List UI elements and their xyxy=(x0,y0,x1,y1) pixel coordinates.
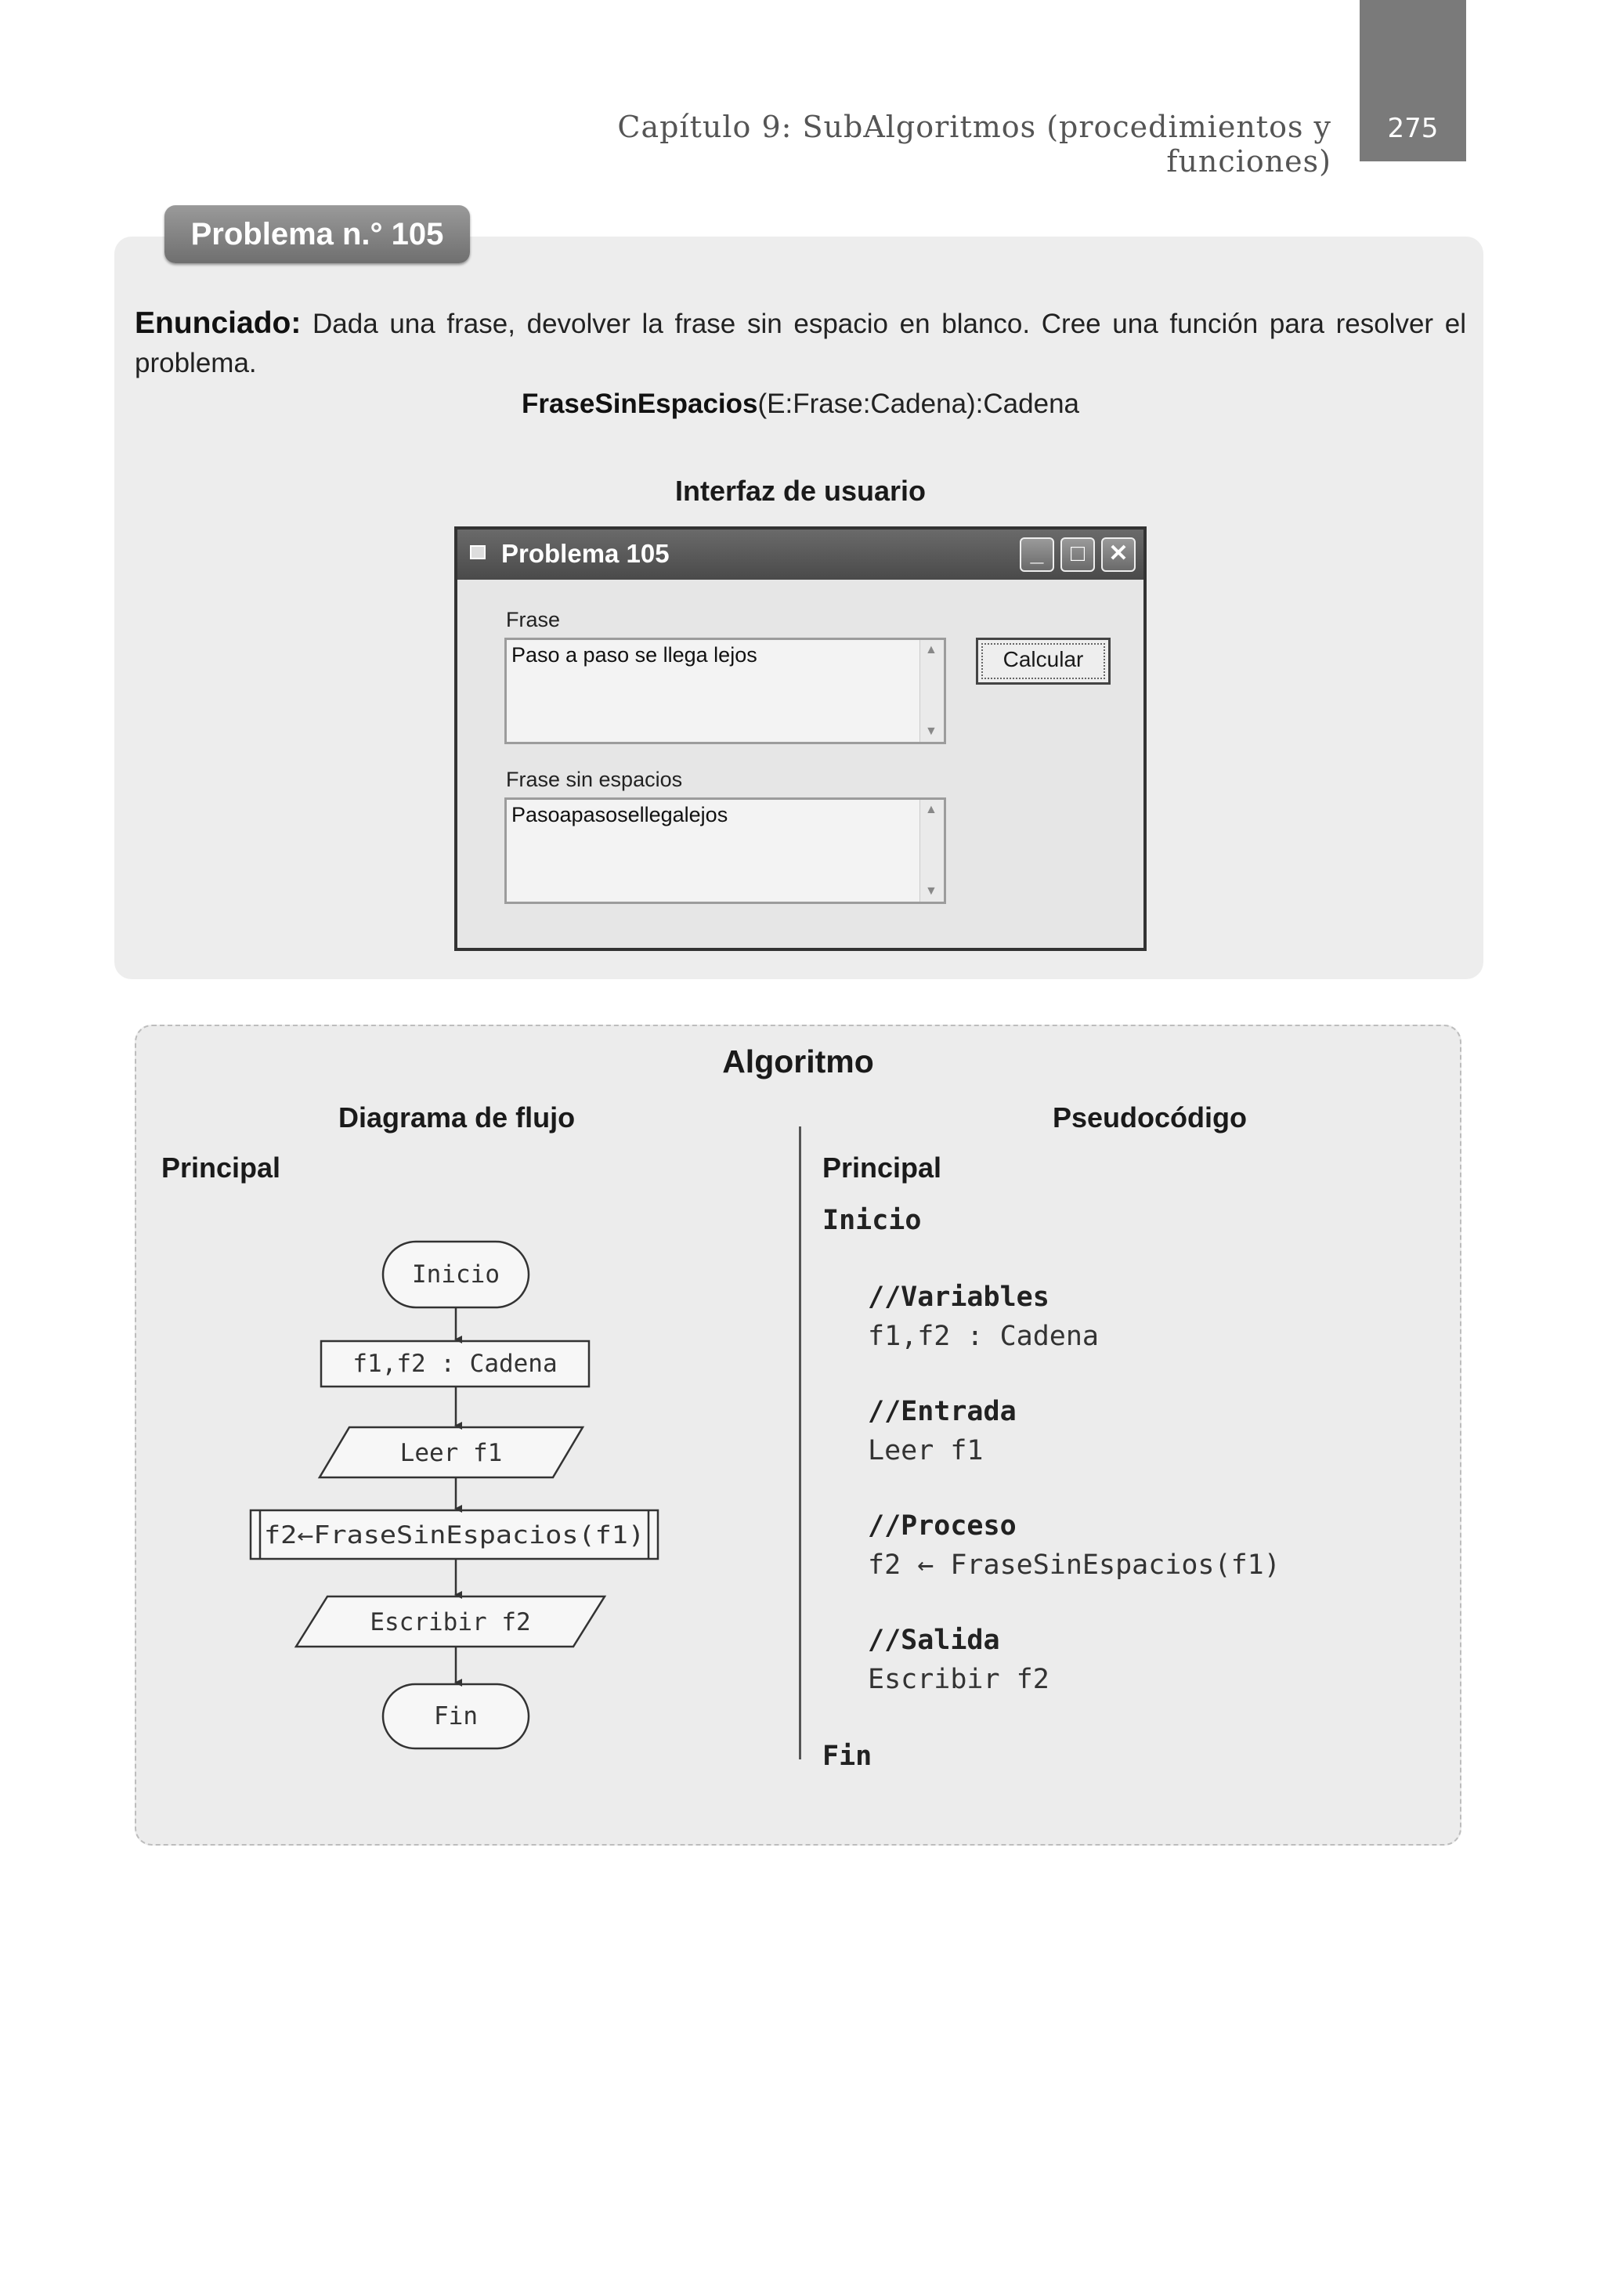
frase-textarea[interactable] xyxy=(504,638,946,744)
result-value: Pasoapasosellegalejos xyxy=(511,803,728,826)
minimize-icon: _ xyxy=(1030,541,1044,566)
process-label: f2←FraseSinEspacios(f1) xyxy=(264,1521,645,1549)
scroll-down-icon[interactable]: ▼ xyxy=(925,884,937,898)
result-scrollbar[interactable] xyxy=(919,800,944,902)
start-label: Inicio xyxy=(412,1260,500,1289)
pseudo-comment-entrada: //Entrada xyxy=(868,1396,1017,1427)
pseudo-principal-label: Principal xyxy=(822,1152,942,1184)
function-params: (E:Frase:Cadena):Cadena xyxy=(757,389,1080,419)
function-name: FraseSinEspacios xyxy=(521,389,758,419)
frase-label: Frase xyxy=(506,608,561,631)
statement-label: Enunciado: xyxy=(135,306,302,340)
column-divider xyxy=(799,1126,801,1759)
end-label: Fin xyxy=(434,1702,478,1730)
chapter-title: Capítulo 9: SubAlgoritmos (procedimientos y funciones) xyxy=(617,110,1331,179)
pseudo-comment-variables: //Variables xyxy=(868,1282,1049,1313)
read-label: Leer f1 xyxy=(399,1439,503,1467)
pseudo-comment-proceso: //Proceso xyxy=(868,1510,1017,1542)
minimize-button[interactable] xyxy=(1020,537,1054,572)
result-label: Frase sin espacios xyxy=(506,768,683,791)
pseudo-fin: Fin xyxy=(822,1741,872,1772)
window-titlebar[interactable] xyxy=(457,530,1143,580)
function-signature xyxy=(135,389,1466,420)
write-label: Escribir f2 xyxy=(370,1608,531,1636)
close-icon: ✕ xyxy=(1108,541,1129,566)
pseudo-inicio: Inicio xyxy=(822,1205,922,1236)
close-button[interactable] xyxy=(1101,537,1136,572)
ui-heading: Interfaz de usuario xyxy=(674,475,927,507)
app-window xyxy=(454,526,1147,951)
calcular-button[interactable]: Calcular xyxy=(976,638,1111,685)
flow-principal-label: Principal xyxy=(161,1152,281,1184)
window-title: Problema 105 xyxy=(501,539,670,568)
pseudo-entrada: Leer f1 xyxy=(868,1435,984,1466)
pseudo-comment-salida: //Salida xyxy=(868,1625,1000,1656)
statement-text: Dada una frase, devolver la frase sin espacio en blanco. Cree una función para resolver el problema. xyxy=(135,309,1466,378)
scroll-down-icon[interactable]: ▼ xyxy=(925,725,937,738)
flowchart xyxy=(157,1222,768,1770)
result-textarea[interactable] xyxy=(504,797,946,904)
pseudo-proceso: f2 ← FraseSinEspacios(f1) xyxy=(868,1549,1281,1581)
declare-label: f1,f2 : Cadena xyxy=(352,1350,558,1378)
problem-statement xyxy=(135,304,1466,383)
maximize-button[interactable] xyxy=(1060,537,1095,572)
page-number: 275 xyxy=(1387,113,1439,144)
pseudo-salida: Escribir f2 xyxy=(868,1664,1049,1695)
scroll-up-icon[interactable]: ▲ xyxy=(925,803,937,816)
maximize-icon: □ xyxy=(1070,541,1086,566)
algorithm-title: Algoritmo xyxy=(722,1043,874,1079)
scroll-up-icon[interactable]: ▲ xyxy=(925,643,937,656)
frase-value: Paso a paso se llega lejos xyxy=(511,643,757,667)
pseudo-variables: f1,f2 : Cadena xyxy=(868,1321,1100,1352)
frase-scrollbar[interactable] xyxy=(919,640,944,742)
flow-heading: Diagrama de flujo xyxy=(338,1101,576,1134)
pseudo-heading: Pseudocódigo xyxy=(1053,1101,1248,1134)
problem-badge: Problema n.° 105 xyxy=(164,205,470,263)
window-icon xyxy=(470,545,486,559)
